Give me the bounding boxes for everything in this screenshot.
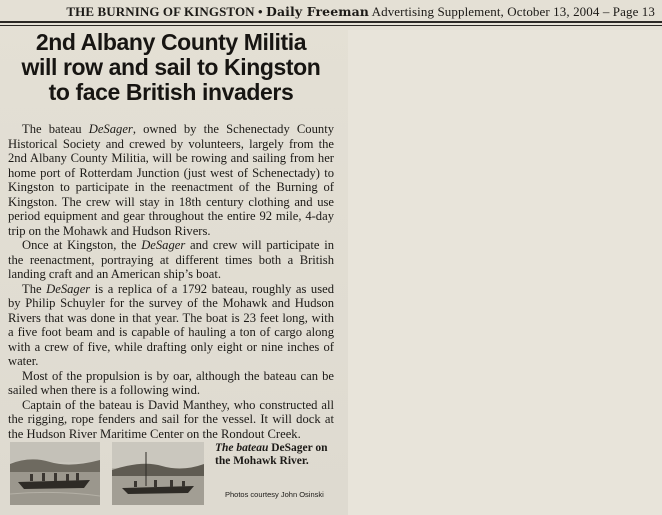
bateau-photo-1 [10, 442, 100, 505]
paragraph: Once at Kingston, the DeSager and crew will participate in the reenactment, portraying at different times both a British landing craft and an American ship’s boat. [8, 238, 334, 281]
supplement-info: Advertising Supplement, October 13, 2004 – Page 13 [371, 4, 655, 19]
caption-text: DeSager on the Mohawk River. [215, 442, 328, 467]
paragraph: Most of the propulsion is by oar, although the bateau can be sailed when there is a following wind. [8, 368, 334, 397]
paragraph: The bateau DeSager, owned by the Schenectady County Historical Society and crewed by volunteers, largely from the 2nd Albany County Militia, will be rowing and sailing from her home port of Rotterdam Junction (just west of Schenectady) to Kingston to participate in the reenactment of the Burning of Kingston. The crew will stay in 18th century clothing and use period equipment and gear throughout the entire 92 mile, 4-day trip on the Mohawk and Hudson Rivers. [8, 122, 334, 238]
section-title: THE BURNING OF KINGSTON [66, 4, 255, 19]
paragraph: Captain of the bateau is David Manthey, who constructed all the rigging, rope fenders and sail for the vessel. It will dock at the Hudson River Maritime Center on the Rondout Creek. [8, 397, 334, 441]
photo-strip [10, 442, 340, 508]
photo-caption [215, 442, 335, 467]
headline-line: to face British invaders [48, 79, 294, 105]
bullet-separator: • [258, 4, 263, 19]
blank-margin-area [348, 30, 662, 515]
bateau-photo-2 [112, 442, 204, 505]
header-rule [0, 21, 662, 23]
headline [8, 30, 334, 105]
header-rule-thin [0, 25, 662, 26]
article-body [8, 122, 334, 441]
photo-credit: Photos courtesy John Osinski [225, 490, 324, 499]
article [8, 30, 334, 441]
headline-line: will row and sail to Kingston [21, 54, 321, 80]
headline-line: 2nd Albany County Militia [35, 29, 307, 55]
running-head [0, 4, 655, 20]
caption-italic: The bateau [215, 442, 269, 454]
paper-name: Daily Freeman [266, 4, 369, 19]
paragraph: The DeSager is a replica of a 1792 bateau, roughly as used by Philip Schuyler for the survey of the Mohawk and Hudson Rivers that was done in that year. The boat is 23 feet long, with a five foot beam and is capable of hauling a ton of cargo along with a crew of five, while drafting only eight or nine inches of water. [8, 281, 335, 368]
